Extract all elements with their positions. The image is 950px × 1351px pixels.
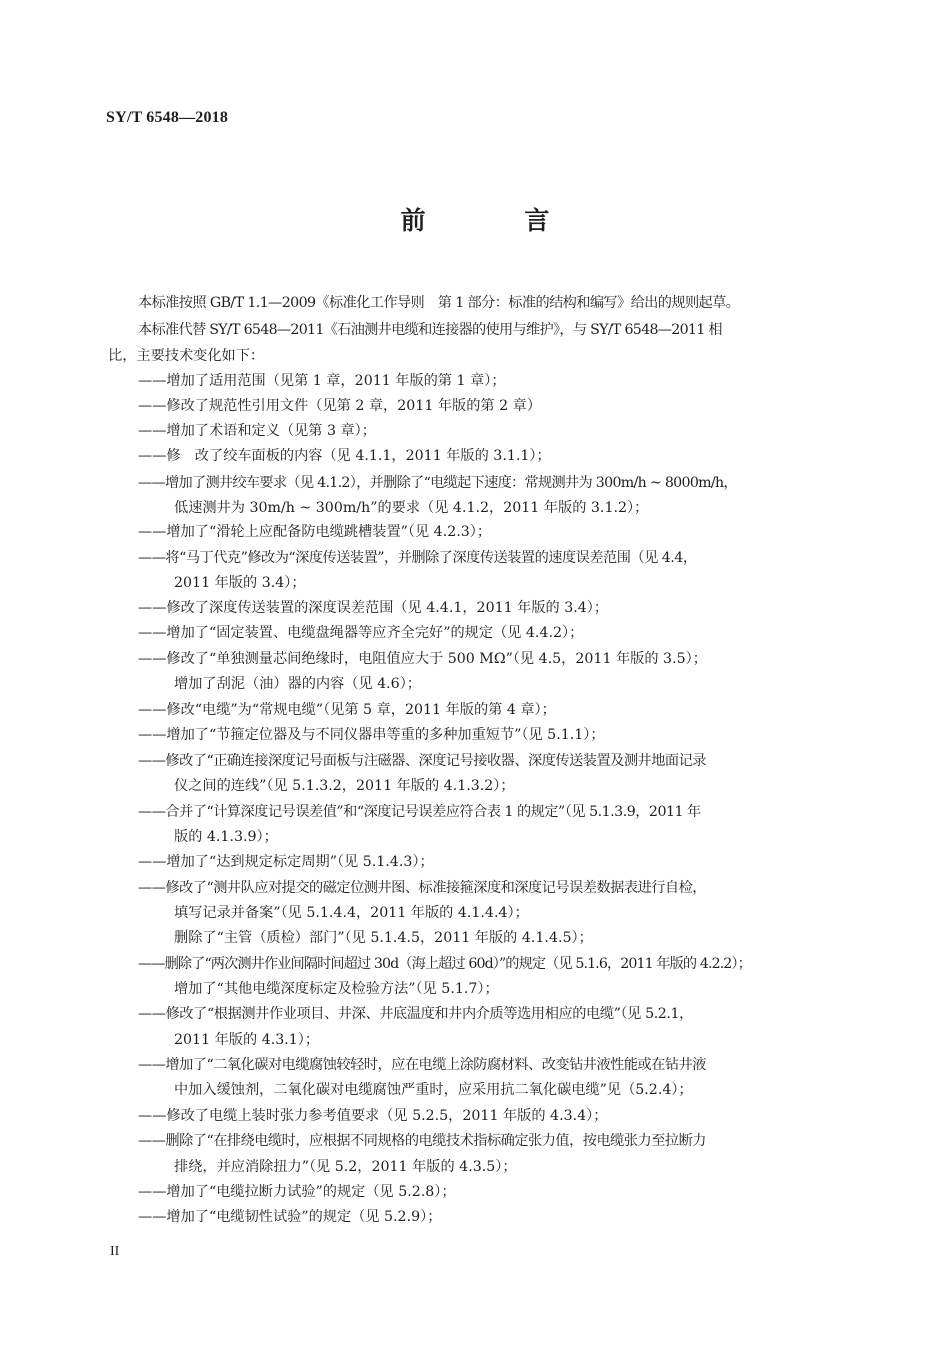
- list-item: ——增加了“二氧化碳对电缆腐蚀较轻时，应在电缆上涂防腐材料、改变钻井液性能或在钻井液: [138, 1057, 706, 1073]
- list-item: ——增加了术语和定义（见第 3 章）；: [138, 423, 376, 439]
- list-item-continuation: 增加了“其他电缆深度标定及检验方法”（见 5.1.7）；: [174, 981, 499, 997]
- list-item: ——删除了“在排绕电缆时，应根据不同规格的电缆技术指标确定张力值，按电缆张力至拉断力: [138, 1133, 706, 1149]
- list-item: ——修改了规范性引用文件（见第 2 章，2011 年版的第 2 章）: [138, 398, 542, 414]
- list-item: ——增加了“电缆韧性试验”的规定（见 5.2.9）；: [138, 1209, 442, 1225]
- document-code-header: SY/T 6548—2018: [106, 109, 229, 126]
- list-item: ——增加了“节箍定位器及与不同仪器串等重的多种加重短节”（见 5.1.1）；: [138, 727, 605, 743]
- paragraph-line: 本标准代替 SY/T 6548—2011《石油测井电缆和连接器的使用与维护》，与 SY/T 6548—2011 相: [138, 322, 722, 338]
- list-item-continuation: 仪之间的连线”（见 5.1.3.2，2011 年版的 4.1.3.2）；: [174, 778, 515, 794]
- list-item: ——修改了“单独测量芯间绝缘时，电阻值应大于 500 MΩ”（见 4.5，2011 年版的 3.5）；: [138, 651, 707, 667]
- list-item-continuation: 增加了刮泥（油）器的内容（见 4.6）；: [174, 676, 421, 692]
- list-item: ——修改“电缆”为“常规电缆”（见第 5 章，2011 年版的第 4 章）；: [138, 702, 556, 718]
- list-item-continuation: 删除了“主管（质检）部门”（见 5.1.4.5，2011 年版的 4.1.4.5）；: [174, 930, 593, 946]
- list-item: ——增加了“固定装置、电缆盘绳器等应齐全完好”的规定（见 4.4.2）；: [138, 625, 584, 641]
- list-item: ——增加了“滑轮上应配备防电缆跳槽装置”（见 4.2.3）；: [138, 524, 492, 540]
- list-item: ——修 改了绞车面板的内容（见 4.1.1，2011 年版的 3.1.1）；: [138, 448, 551, 464]
- page-title: 前 言: [400, 206, 595, 235]
- paragraph-line: 本标准按照 GB/T 1.1—2009《标准化工作导则 第 1 部分：标准的结构和编写》给出的规则起草。: [138, 295, 740, 311]
- list-item-continuation: 低速测井为 30m/h ~ 300m/h”的要求（见 4.1.2，2011 年版的 3.1.2）；: [174, 500, 649, 516]
- list-item: ——增加了测井绞车要求（见 4.1.2），并删除了“电缆起下速度：常规测井为 300m/h ~ 8000m/h，: [138, 475, 737, 491]
- list-item: ——删除了“两次测井作业间隔时间超过 30d（海上超过 60d）”的规定（见 5.1.6，2011 年版的 4.2.2）；: [138, 956, 751, 972]
- list-item: ——增加了“电缆拉断力试验”的规定（见 5.2.8）；: [138, 1184, 456, 1200]
- list-item-continuation: 2011 年版的 4.3.1）；: [174, 1032, 320, 1048]
- list-item-continuation: 版的 4.1.3.9）；: [174, 829, 278, 845]
- paragraph-line: 比，主要技术变化如下：: [108, 348, 265, 364]
- list-item: ——增加了“达到规定标定周期”（见 5.1.4.3）；: [138, 854, 434, 870]
- list-item-continuation: 排绕，并应消除扭力”（见 5.2，2011 年版的 4.3.5）；: [174, 1159, 517, 1175]
- list-item-continuation: 填写记录并备案”（见 5.1.4.4，2011 年版的 4.1.4.4）；: [174, 905, 529, 921]
- list-item: ——修改了“测井队应对提交的磁定位测井图、标准接箍深度和深度记号误差数据表进行自检，: [138, 880, 706, 896]
- list-item: ——修改了“正确连接深度记号面板与注磁器、深度记号接收器、深度传送装置及测井地面记录: [138, 753, 706, 769]
- list-item: ——将“马丁代克”修改为“深度传送装置”，并删除了深度传送装置的速度误差范围（见 4.4，: [138, 550, 697, 566]
- list-item-continuation: 中加入缓蚀剂，二氧化碳对电缆腐蚀严重时，应采用抗二氧化碳电缆”见（5.2.4）；: [174, 1082, 693, 1098]
- list-item: ——修改了“根据测井作业项目、井深、井底温度和井内介质等选用相应的电缆”（见 5.2.1，: [138, 1006, 693, 1022]
- list-item: ——修改了电缆上装时张力参考值要求（见 5.2.5，2011 年版的 4.3.4）；: [138, 1108, 608, 1124]
- page-number: II: [110, 1244, 120, 1259]
- list-item: ——修改了深度传送装置的深度误差范围（见 4.4.1，2011 年版的 3.4）；: [138, 600, 609, 616]
- list-item: ——合并了“计算深度记号误差值”和“深度记号误差应符合表 1 的规定”（见 5.1.3.9，2011 年: [138, 804, 701, 820]
- list-item: ——增加了适用范围（见第 1 章，2011 年版的第 1 章）；: [138, 373, 506, 389]
- list-item-continuation: 2011 年版的 3.4）；: [174, 575, 306, 591]
